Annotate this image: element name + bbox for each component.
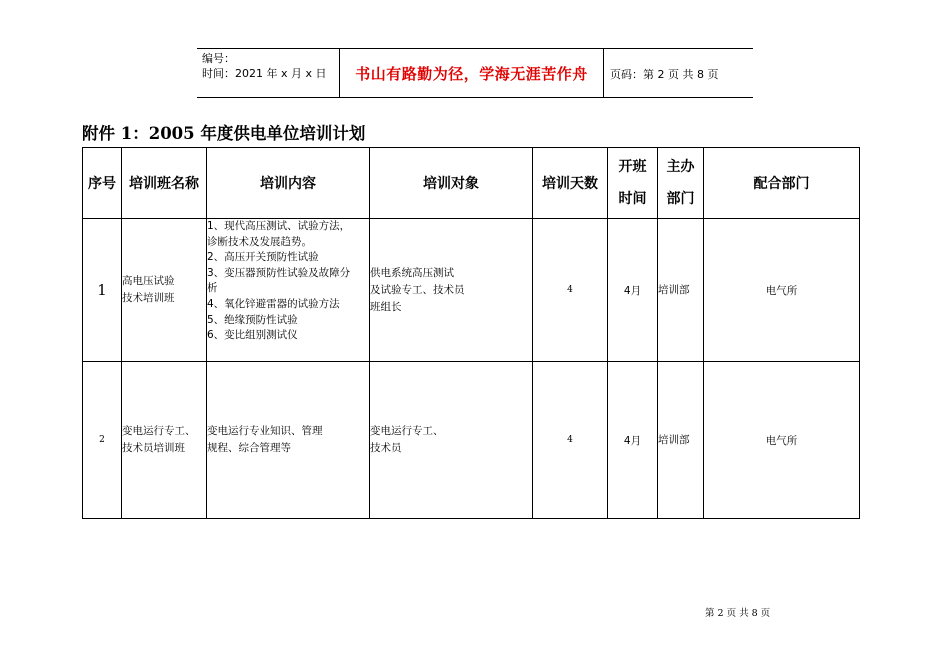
table-row [83, 219, 860, 362]
row2-target-line2: 技术员 [370, 442, 402, 454]
header-class-name: 培训班名称 [122, 148, 207, 219]
document-header [197, 48, 753, 98]
header-target: 培训对象 [370, 148, 533, 219]
header-start-time [608, 148, 658, 219]
row1-start: 4月 [608, 219, 658, 362]
document-title: 附件 1：2005 年度供电单位培训计划 [82, 124, 366, 143]
row2-class-name [122, 362, 207, 519]
header-host-dept [658, 148, 704, 219]
header-page-label: 页码：第 2 页 共 8 页 [610, 68, 719, 81]
row1-seq: 1 [83, 219, 122, 362]
row1-name-line2: 技术培训班 [122, 292, 175, 304]
row2-target [370, 362, 533, 519]
header-seq: 序号 [83, 148, 122, 219]
row2-days: 4 [533, 362, 608, 519]
row2-target-line1: 变电运行专工、 [370, 425, 444, 437]
row2-name-line1: 变电运行专工、 [122, 425, 196, 437]
row1-content-line: 1、现代高压测试、试验方法， [207, 220, 351, 232]
row2-content [207, 362, 370, 519]
row1-content-line: 5、绝缘预防性试验 [207, 313, 298, 326]
row1-partner: 电气所 [704, 219, 860, 362]
row1-target [370, 219, 533, 362]
row2-content-line1: 变电运行专业知识、管理 [207, 425, 323, 437]
header-partner-dept: 配合部门 [704, 148, 860, 219]
row2-content-line2: 规程、综合管理等 [207, 442, 291, 454]
row1-content-line: 3、变压器预防性试验及故障分 [207, 266, 351, 279]
row2-host: 培训部 [658, 362, 704, 519]
row1-target-line1: 供电系统高压测试 [370, 266, 454, 279]
header-host-line1: 主办 [666, 159, 695, 175]
row2-partner: 电气所 [704, 362, 860, 519]
row1-content-line: 诊断技术及发展趋势。 [207, 235, 312, 248]
header-content: 培训内容 [207, 148, 370, 219]
row1-content [207, 219, 370, 362]
training-plan-table [82, 147, 860, 519]
row1-content-line: 2、高压开关预防性试验 [207, 251, 319, 264]
header-start-line1: 开班 [618, 159, 647, 175]
header-start-line2: 时间 [618, 191, 647, 207]
row2-start: 4月 [608, 362, 658, 519]
row1-target-line3: 班组长 [370, 300, 402, 313]
header-left [202, 51, 327, 81]
row1-target-line2: 及试验专工、技术员 [370, 283, 465, 296]
row2-seq: 2 [83, 362, 122, 519]
header-number-label: 编号： [202, 52, 235, 65]
header-time-label: 时间：2021 年 x 月 x 日 [202, 67, 327, 80]
page-footer: 第 2 页 共 8 页 [705, 608, 771, 619]
row1-content-line: 析 [207, 282, 218, 295]
row1-name-line1: 高电压试验 [122, 275, 175, 287]
header-slogan: 书山有路勤为径，学海无涯苦作舟 [339, 49, 604, 97]
row1-host: 培训部 [658, 219, 704, 362]
row1-content-line: 4、氧化锌避雷器的试验方法 [207, 297, 340, 310]
header-days: 培训天数 [533, 148, 608, 219]
row1-class-name [122, 219, 207, 362]
row1-content-line: 6、变比组别测试仪 [207, 329, 298, 342]
row1-days: 4 [533, 219, 608, 362]
table-header-row [83, 148, 860, 219]
header-host-line2: 部门 [666, 191, 695, 207]
row2-name-line2: 技术员培训班 [122, 442, 185, 454]
table-row [83, 362, 860, 519]
